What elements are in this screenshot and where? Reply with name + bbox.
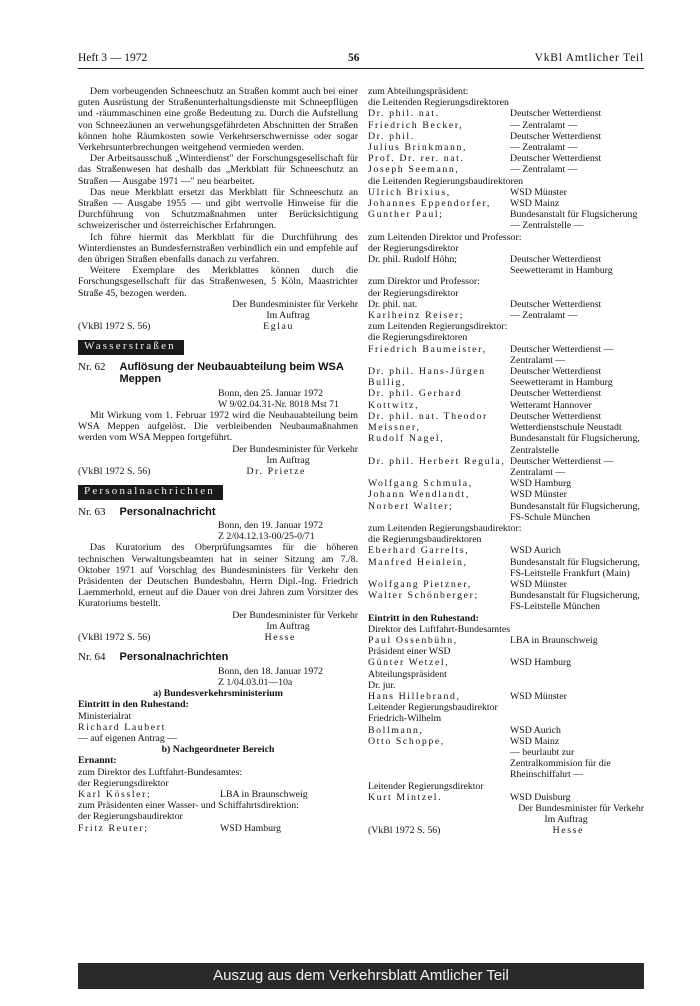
office: LBA in Braunschweig <box>220 788 308 800</box>
office: Bundesanstalt für Flugsicherung, FS-Leitstelle München <box>510 590 640 613</box>
office: Deutscher Wetterdienst <box>510 108 602 120</box>
notice-heading <box>78 361 358 386</box>
signature-auftrag: Im Auftrag <box>544 814 588 826</box>
person-name: Kurt Mintzel. <box>368 791 443 803</box>
person-name: Manfred Heinlein, <box>368 556 468 568</box>
office: Deutscher Wetterdienst Seewetteramt in Hamburg <box>510 254 613 277</box>
notice-date: Bonn, den 19. Januar 1972 <box>218 520 324 531</box>
rank: Ministerialrat <box>78 710 132 722</box>
office: — Zentralamt — <box>510 310 578 322</box>
person-entry <box>368 344 644 366</box>
signature-authority: Der Bundesminister für Verkehr <box>232 443 358 455</box>
notice-number: Nr. 64 <box>78 651 106 664</box>
office: WSD Aurich <box>510 724 561 736</box>
office: WSD Mainz <box>510 735 560 747</box>
rank: die Regierungsdirektoren <box>368 332 468 344</box>
person-entry <box>368 411 644 433</box>
office: WSD Münster <box>510 578 567 590</box>
office: Deutscher Wetterdienst Seewetteramt in Hamburg <box>510 366 613 389</box>
office: WSD Hamburg <box>220 822 282 834</box>
person-entry <box>368 501 644 523</box>
rank: der Regierungsbaudirektor <box>78 811 183 823</box>
person-name: Eberhard Garrelts, <box>368 545 470 557</box>
person-name: Rudolf Nagel, <box>368 433 445 445</box>
rank: die Leitenden Regierungsbaudirektoren <box>368 175 524 187</box>
person-entry <box>368 433 644 455</box>
office: Deutscher Wetterdienst Wetterdienstschule Neustadt <box>510 410 622 434</box>
person-name: Bollmann, <box>368 724 424 736</box>
person-name: Dr. phil. Rudolf Höhn; <box>368 254 457 266</box>
left-column <box>78 86 358 834</box>
person-name: Wolfgang Schmula, <box>368 478 473 490</box>
person-name: Dr. phil. nat. Theodor Meissner, <box>368 410 488 434</box>
notice-heading <box>78 506 358 519</box>
person-list <box>368 187 644 232</box>
person-name: Friedrich Baumeister, <box>368 343 487 355</box>
person-name: Friedrich Becker, <box>368 119 464 131</box>
person-list <box>368 344 644 523</box>
office: Deutscher Wetterdienst <box>510 153 602 165</box>
person-entry <box>368 131 644 142</box>
person-entry <box>368 557 644 579</box>
office-block <box>510 736 644 781</box>
person-entry <box>368 209 644 231</box>
subsection-heading: a) Bundesverkehrsministerium <box>153 688 283 700</box>
rank: Leitender Regierungsbaudirektor <box>368 702 498 714</box>
rank: Direktor des Luftfahrt-Bundesamtes <box>368 623 511 635</box>
person-list <box>368 108 644 175</box>
office: WSD Münster <box>510 489 567 501</box>
person-name: Hans Hillebrand, <box>368 690 461 702</box>
office: WSD Duisburg <box>510 791 571 803</box>
page-header <box>78 52 644 69</box>
person-list <box>368 545 644 612</box>
signature-authority: Der Bundesminister für Verkehr <box>232 609 358 621</box>
person-entry <box>368 198 644 209</box>
rank: die Leitenden Regierungsdirektoren <box>368 97 509 109</box>
person-name: Dr. phil. Herbert Regula, <box>368 455 506 467</box>
office: Bundesanstalt für Flugsicherung — Zentralstelle — <box>510 209 638 232</box>
reference: (VkBl 1972 S. 56) <box>78 466 151 478</box>
signatory: Eglau <box>263 321 294 333</box>
person-name: Günter Wetzel, <box>368 657 450 669</box>
notice-title: Personalnachrichten <box>119 651 229 664</box>
appointment-target: zum Direktor des Luftfahrt-Bundesamtes: <box>78 766 243 778</box>
paragraph: Dem vorbeugenden Schneeschutz an Straßen kommt auch bei einer guten Ausrüstung der Straßenunterhaltungsdienste mit Schneepflügen und -räummaschinen eine große Bedeutung zu. Durch die Aufstellung von Schneezäunen an verwehungsgefährdeten Abschnitten der Straßen können hohe Räumkosten sowie Verkehrserschwernisse oder sogar Verkehrsunterbrechungen weitgehend vermieden werden. <box>78 86 358 154</box>
rank: Präsident einer WSD <box>368 646 451 658</box>
reference: (VkBl 1972 S. 56) <box>78 321 151 333</box>
signature-auftrag: Im Auftrag <box>266 310 310 322</box>
person-name: Johann Wendlandt, <box>368 489 470 501</box>
office: WSD Mainz <box>510 198 560 210</box>
section-banner-wasserstrassen: Wasserstraßen <box>78 340 184 354</box>
notice-heading <box>78 651 358 664</box>
person-name: Karl Kössler; <box>78 788 152 800</box>
rank: Abteilungspräsident <box>368 668 447 680</box>
person-entry <box>368 153 644 164</box>
person-entry <box>368 142 644 153</box>
office: WSD Hamburg <box>510 657 572 669</box>
person-name: Johannes Eppendorfer, <box>368 198 491 210</box>
person-entry <box>368 366 644 388</box>
office: — Zentralamt — <box>510 142 578 154</box>
paragraph: Der Arbeitsausschuß „Winterdienst" der Forschungsgesellschaft für das Straßenwesen hat deshalb das „Merkblatt für Schneeschutz an Straßen — Ausgabe 1971 —" neu bearbeitet. <box>78 153 358 187</box>
page-number: 56 <box>348 52 360 64</box>
notice-file-ref: Z 1/04.03.01—10a <box>218 676 293 688</box>
publication-title: VkBl Amtlicher Teil <box>534 52 644 64</box>
reference: (VkBl 1972 S. 56) <box>78 632 151 644</box>
person-name: Dr. phil. Hans-Jürgen Bullig, <box>368 366 486 389</box>
person-name: Paul Ossenbühn, <box>368 634 458 646</box>
person-name: Dr. phil. nat. <box>368 108 440 120</box>
office: Deutscher Wetterdienst Wetteramt Hannover <box>510 388 602 411</box>
office: WSD Hamburg <box>510 478 572 490</box>
notice-title: Auflösung der Neubauabteilung beim WSA Meppen <box>119 360 344 386</box>
notice-file-ref: W 9/02.04.31-Nr. 8018 Mst 71 <box>218 398 339 410</box>
person-name: Wolfgang Pietzner, <box>368 578 472 590</box>
person-name: Otto Schoppe, <box>368 735 445 747</box>
person-name: Norbert Walter; <box>368 500 454 512</box>
notice-date: Bonn, den 18. Januar 1972 <box>218 665 324 677</box>
office: Deutscher Wetterdienst — Zentralamt — <box>510 343 614 366</box>
rank: der Regierungsdirektor <box>368 242 459 254</box>
person-entry <box>368 478 644 489</box>
office: Bundesanstalt für Flugsicherung, FS-Leitstelle Frankfurt (Main) <box>510 556 640 579</box>
issue-label: Heft 3 — 1972 <box>78 52 148 64</box>
person-entry <box>368 120 644 131</box>
appointment-target: zum Abteilungspräsident: <box>368 86 469 97</box>
rank: Leitender Regierungsdirektor <box>368 780 484 792</box>
rank: der Regierungsdirektor <box>368 287 459 299</box>
office: WSD Münster <box>510 690 567 702</box>
page-footer-banner: Auszug aus dem Verkehrsblatt Amtlicher Teil <box>78 963 644 989</box>
right-column <box>368 86 644 837</box>
appointment-target: zum Leitenden Direktor und Professor: <box>368 231 522 243</box>
subsection-label: Ernannt: <box>78 755 117 767</box>
reference: (VkBl 1972 S. 56) <box>368 825 441 837</box>
signatory: Hesse <box>264 632 296 644</box>
person-entry <box>368 579 644 590</box>
notice-date: Bonn, den 25. Januar 1972 <box>218 387 324 399</box>
paragraph: Das neue Merkblatt ersetzt das Merkblatt für Schneeschutz an Straßen — Ausgabe 1955 — und gibt wertvolle Hinweise für die Durchführung von Schutzmaßnahmen unter Berücksichtigung schweizerischer und österreichischer Erfahrungen. <box>78 186 358 232</box>
notice-title: Personalnachricht <box>119 505 216 518</box>
office: Deutscher Wetterdienst — Zentralamt — <box>510 455 614 478</box>
signature-authority: Der Bundesminister für Verkehr <box>232 298 358 310</box>
office: WSD Aurich <box>510 545 561 557</box>
person-entry <box>368 590 644 612</box>
person-name: Ulrich Brixius, <box>368 186 451 198</box>
person-name: Prof. Dr. rer. nat. <box>368 153 465 165</box>
note: — auf eigenen Antrag — <box>78 732 178 744</box>
person-name: Walter Schönberger; <box>368 590 479 602</box>
office: — Zentralamt — <box>510 119 578 131</box>
person-name: Gunther Paul; <box>368 209 444 221</box>
paragraph: Das Kuratorium des Oberprüfungsamtes für die höheren technischen Verwaltungsbeamten hat in seiner Sitzung am 7./8. Oktober 1971 auf Vorschlag des Bundesministers für Verkehr den Präsidenten der Deutschen Bundesbahn, Herrn Dipl.-Ing. Friedrich Laemmerhold, erneut auf die Dauer von drei Jahren zum Vorsitzer des Kuratoriums bestellt. <box>78 542 358 610</box>
office: Deutscher Wetterdienst <box>510 130 602 142</box>
signatory: Hesse <box>552 825 584 837</box>
person-name: Dr. phil. <box>368 130 415 142</box>
subsection-heading: b) Nachgeordneter Bereich <box>161 744 275 756</box>
person-entry <box>368 164 644 175</box>
notice-number: Nr. 63 <box>78 505 106 518</box>
office: WSD Münster <box>510 186 567 198</box>
person-entry <box>368 187 644 198</box>
paragraph: Mit Wirkung vom 1. Februar 1972 wird die Neubauabteilung beim WSA Meppen aufgelöst. Die verbleibenden Neubaumaßnahmen werden vom WSA Meppen fortgeführt. <box>78 410 358 444</box>
rank: der Regierungsdirektor <box>78 777 169 789</box>
signature-auftrag: Im Auftrag <box>266 454 310 466</box>
office: Deutscher Wetterdienst <box>510 298 602 310</box>
appointment-target: zum Direktor und Professor: <box>368 276 480 288</box>
title: Dr. jur. <box>368 679 396 691</box>
office: Bundesanstalt für Flugsicherung, FS-Schule München <box>510 500 640 523</box>
signature-authority: Der Bundesminister für Verkehr <box>518 803 644 814</box>
signature-auftrag: Im Auftrag <box>266 620 310 632</box>
appointment-target: zum Leitenden Regierungsdirektor: <box>368 321 508 333</box>
person-name: Richard Laubert <box>78 721 166 733</box>
person-name: Julius Brinkmann, <box>368 142 468 154</box>
person-name: Fritz Reuter; <box>78 822 149 834</box>
paragraph: Ich führe hiermit das Merkblatt für die Durchführung des Winterdienstes an Bundesfernstraßen verbindlich ein und empfehle auf den übrigen Straßen ebenfalls danach zu verfahren. <box>78 231 358 266</box>
person-entry <box>368 108 644 119</box>
appointment-target: zum Präsidenten einer Wasser- und Schiffahrtsdirektion: <box>78 800 299 812</box>
subsection-label: Eintritt in den Ruhestand: <box>368 612 479 624</box>
signatory: Dr. Prietze <box>246 466 306 478</box>
section-banner-personalnachrichten: Personalnachrichten <box>78 485 223 499</box>
notice-number: Nr. 62 <box>78 360 106 373</box>
person-name: Friedrich-Wilhelm <box>368 713 442 725</box>
office-note: — beurlaubt zur Zentralkommision für die Rheinschiffahrt — <box>510 746 611 781</box>
person-name: Joseph Seemann, <box>368 164 460 176</box>
office: LBA in Braunschweig <box>510 634 598 646</box>
notice-file-ref: Z 2/04.12.13-00/25-0/71 <box>218 531 315 543</box>
subsection-label: Eintritt in den Ruhestand: <box>78 699 189 711</box>
rank: die Regierungsbaudirektoren <box>368 534 482 546</box>
appointment-target: zum Leitenden Regierungsbaudirektor: <box>368 522 522 534</box>
person-entry <box>368 456 644 478</box>
person-entry <box>368 545 644 556</box>
paragraph: Weitere Exemplare des Merkblattes können durch die Forschungsgesellschaft für das Straßenwesen, 5 Köln, Maastrichter Straße 45, bezogen werden. <box>78 265 358 299</box>
office: Bundesanstalt für Flugsicherung, Zentralstelle <box>510 433 640 456</box>
person-name: Karlheinz Reiser; <box>368 310 465 322</box>
person-entry <box>368 388 644 410</box>
person-name: Dr. phil. Gerhard Kottwitz, <box>368 388 463 411</box>
person-entry <box>368 489 644 500</box>
person-name: Dr. phil. nat. <box>368 298 418 310</box>
office: — Zentralamt — <box>510 164 578 176</box>
